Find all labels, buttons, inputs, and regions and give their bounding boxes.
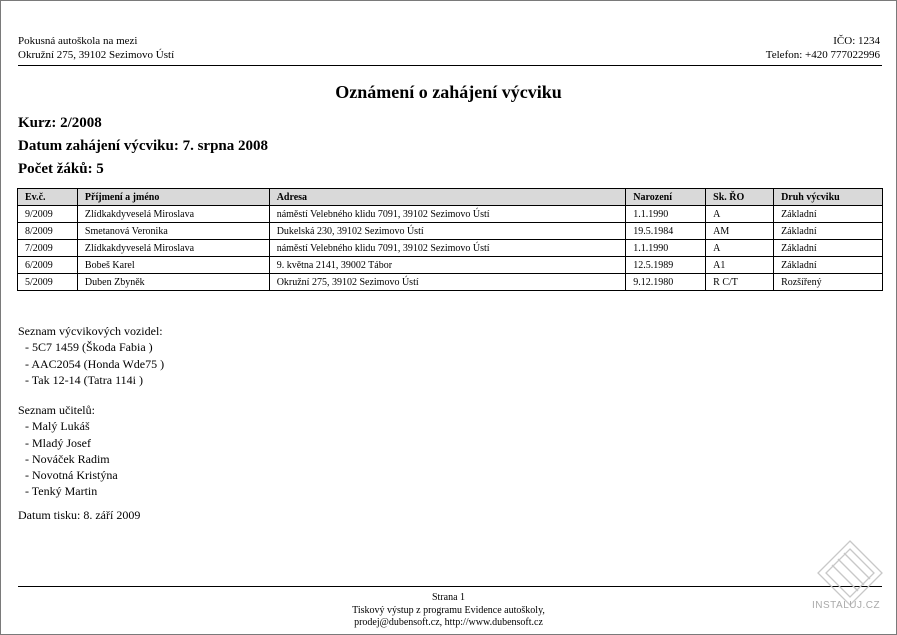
page-footer <box>0 592 897 630</box>
table-row <box>18 240 883 257</box>
table-cell: 8/2009 <box>18 223 78 240</box>
table-cell: 9/2009 <box>18 206 78 223</box>
table-cell: náměstí Velebného klidu 7091, 39102 Sezimovo Ústí <box>269 240 626 257</box>
table-cell: Základní <box>774 206 883 223</box>
list-item: - Malý Lukáš <box>25 419 90 434</box>
vehicles-title: Seznam výcvikových vozidel: <box>18 324 163 338</box>
table-cell: Okružní 275, 39102 Sezimovo Ústí <box>269 274 626 291</box>
teachers-list <box>18 402 118 500</box>
table-cell: Bobeš Karel <box>77 257 269 274</box>
course-label: Kurz: 2/2008 <box>18 115 102 131</box>
table-cell: 9.12.1980 <box>626 274 706 291</box>
document-title: Oznámení o zahájení výcviku <box>335 82 562 102</box>
table-cell: 12.5.1989 <box>626 257 706 274</box>
company-phone: Telefon: +420 777022996 <box>765 49 880 61</box>
table-row <box>18 223 883 240</box>
teachers-title: Seznam učitelů: <box>18 403 95 417</box>
table-header-row <box>18 189 883 206</box>
table-cell: A <box>706 240 774 257</box>
table-cell: 1.1.1990 <box>626 240 706 257</box>
footer-line-1: Tiskový výstup z programu Evidence autoškoly, <box>352 604 545 616</box>
table-row <box>18 206 883 223</box>
table-cell: 6/2009 <box>18 257 78 274</box>
page-number: Strana 1 <box>431 592 466 603</box>
column-header: Druh výcviku <box>774 189 883 206</box>
company-name: Pokusná autoškola na mezi <box>18 35 138 47</box>
student-count-label: Počet žáků: 5 <box>18 161 104 177</box>
watermark-text: INSTALUJ.CZ <box>812 600 881 611</box>
list-item: - Novotná Kristýna <box>25 468 118 483</box>
list-item: - Nováček Radim <box>25 451 110 466</box>
footer-divider <box>18 586 882 587</box>
table-cell: 9. května 2141, 39002 Tábor <box>269 257 626 274</box>
header-divider <box>18 65 882 66</box>
company-contact <box>766 34 880 62</box>
table-cell: R C/T <box>706 274 774 291</box>
footer-line-2: prodej@dubensoft.cz, http://www.dubensoft.cz <box>354 617 543 628</box>
table-cell: Zlídkakdyveselá Miroslava <box>77 240 269 257</box>
table-cell: A1 <box>706 257 774 274</box>
column-header: Příjmení a jméno <box>77 189 269 206</box>
list-item: - 5C7 1459 (Škoda Fabia ) <box>25 340 153 355</box>
company-ico: IČO: 1234 <box>833 35 880 47</box>
table-cell: AM <box>706 223 774 240</box>
table-cell: Duben Zbyněk <box>77 274 269 291</box>
table-cell: 7/2009 <box>18 240 78 257</box>
table-cell: náměstí Velebného klidu 7091, 39102 Sezimovo Ústí <box>269 206 626 223</box>
table-cell: 1.1.1990 <box>626 206 706 223</box>
students-table <box>17 188 883 291</box>
vehicles-list <box>18 323 164 388</box>
table-cell: Dukelská 230, 39102 Sezimovo Ústí <box>269 223 626 240</box>
table-row <box>18 274 883 291</box>
table-cell: Rozšířený <box>774 274 883 291</box>
column-header: Sk. ŘO <box>706 189 774 206</box>
list-item: - Tak 12-14 (Tatra 114i ) <box>25 372 143 387</box>
table-row <box>18 257 883 274</box>
column-header: Adresa <box>269 189 626 206</box>
print-date: Datum tisku: 8. září 2009 <box>18 508 141 522</box>
list-item: - Tenký Martin <box>25 484 98 499</box>
table-cell: A <box>706 206 774 223</box>
table-cell: Zlídkakdyveselá Miroslava <box>77 206 269 223</box>
start-date-label: Datum zahájení výcviku: 7. srpna 2008 <box>18 138 269 154</box>
table-cell: 5/2009 <box>18 274 78 291</box>
list-item: - AAC2054 (Honda Wde75 ) <box>25 356 165 371</box>
table-cell: 19.5.1984 <box>626 223 706 240</box>
column-header: Narození <box>626 189 706 206</box>
table-cell: Základní <box>774 257 883 274</box>
table-cell: Základní <box>774 223 883 240</box>
table-cell: Smetanová Veronika <box>77 223 269 240</box>
company-info <box>18 34 174 62</box>
column-header: Ev.č. <box>18 189 78 206</box>
table-cell: Základní <box>774 240 883 257</box>
list-item: - Mladý Josef <box>25 435 91 450</box>
company-address: Okružní 275, 39102 Sezimovo Ústí <box>18 49 175 61</box>
